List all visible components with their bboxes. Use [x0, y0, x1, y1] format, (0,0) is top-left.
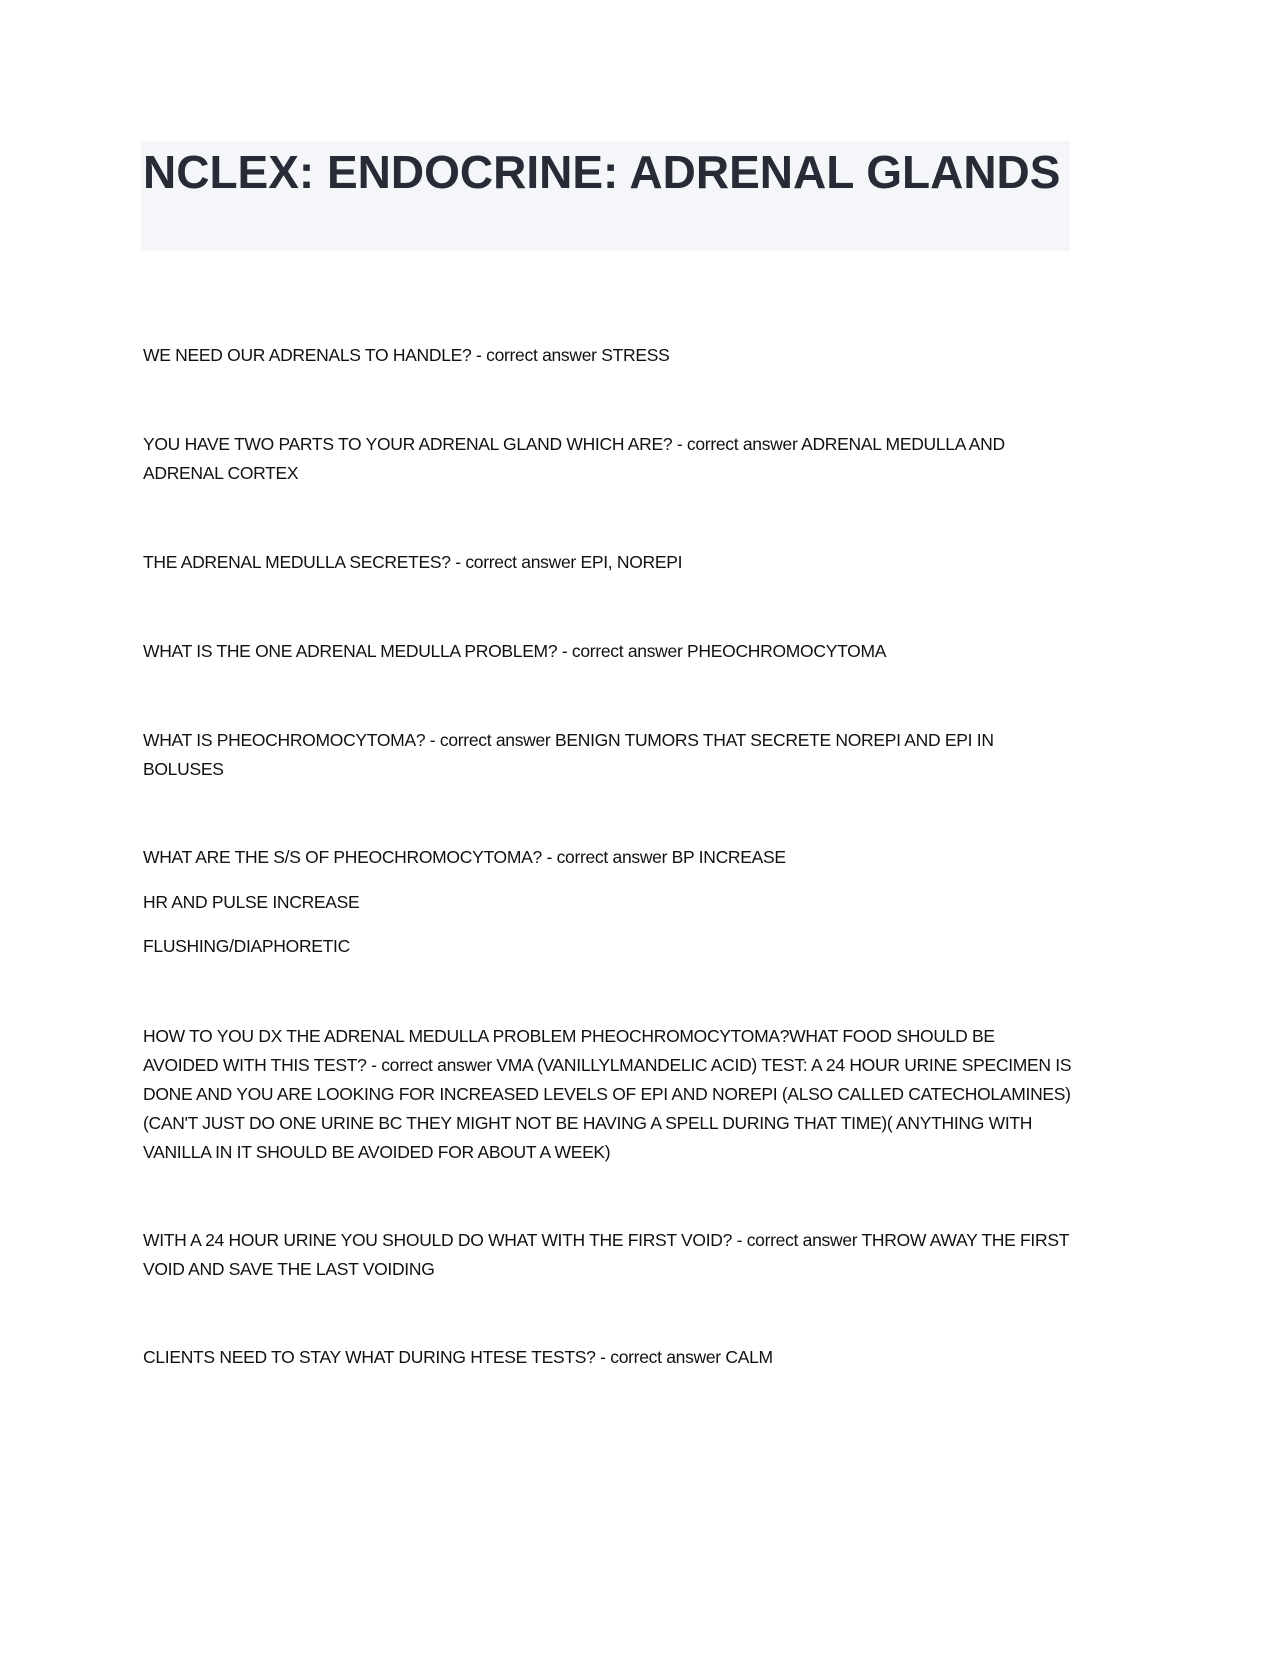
- qa-paragraph: WHAT IS THE ONE ADRENAL MEDULLA PROBLEM? - correct answer PHEOCHROMOCYTOMA: [143, 641, 887, 661]
- qa-paragraph: WHAT ARE THE S/S OF PHEOCHROMOCYTOMA? - correct answer BP INCREASE: [143, 847, 786, 867]
- qa-paragraph: WHAT IS PHEOCHROMOCYTOMA? - correct answer BENIGN TUMORS THAT SECRETE NOREPI AND EPI IN BOLUSES: [143, 730, 994, 779]
- title-block: [141, 141, 1070, 251]
- qa-paragraph: WITH A 24 HOUR URINE YOU SHOULD DO WHAT WITH THE FIRST VOID? - correct answer THROW AWAY THE FIRST VOID AND SAVE THE LAST VOIDING: [143, 1230, 1069, 1279]
- qa-paragraph: YOU HAVE TWO PARTS TO YOUR ADRENAL GLAND WHICH ARE? - correct answer ADRENAL MEDULLA AND ADRENAL CORTEX: [143, 434, 1005, 483]
- qa-paragraph: CLIENTS NEED TO STAY WHAT DURING HTESE TESTS? - correct answer CALM: [143, 1347, 773, 1367]
- document-title: NCLEX: ENDOCRINE: ADRENAL GLANDS: [143, 146, 1061, 198]
- qa-paragraph: THE ADRENAL MEDULLA SECRETES? - correct answer EPI, NOREPI: [143, 552, 683, 572]
- qa-paragraph: WE NEED OUR ADRENALS TO HANDLE? - correct answer STRESS: [143, 345, 670, 365]
- qa-paragraph: FLUSHING/DIAPHORETIC: [143, 936, 350, 956]
- qa-paragraph: HOW TO YOU DX THE ADRENAL MEDULLA PROBLEM PHEOCHROMOCYTOMA?WHAT FOOD SHOULD BE AVOIDED WITH THIS TEST? - correct answer VMA (VANILLYLMANDELIC ACID) TEST: A 24 HOUR URINE SPECIMEN IS DONE AND YOU ARE LOOKING FOR INCREASED LEVELS OF EPI AND NOREPI (ALSO CALLED CATECHOLAMINES) (CAN'T JUST DO ONE URINE BC THEY MIGHT NOT BE HAVING A SPELL DURING THAT TIME)( ANYTHING WITH VANILLA IN IT SHOULD BE AVOIDED FOR ABOUT A WEEK): [143, 1026, 1072, 1162]
- qa-paragraph: HR AND PULSE INCREASE: [143, 892, 360, 912]
